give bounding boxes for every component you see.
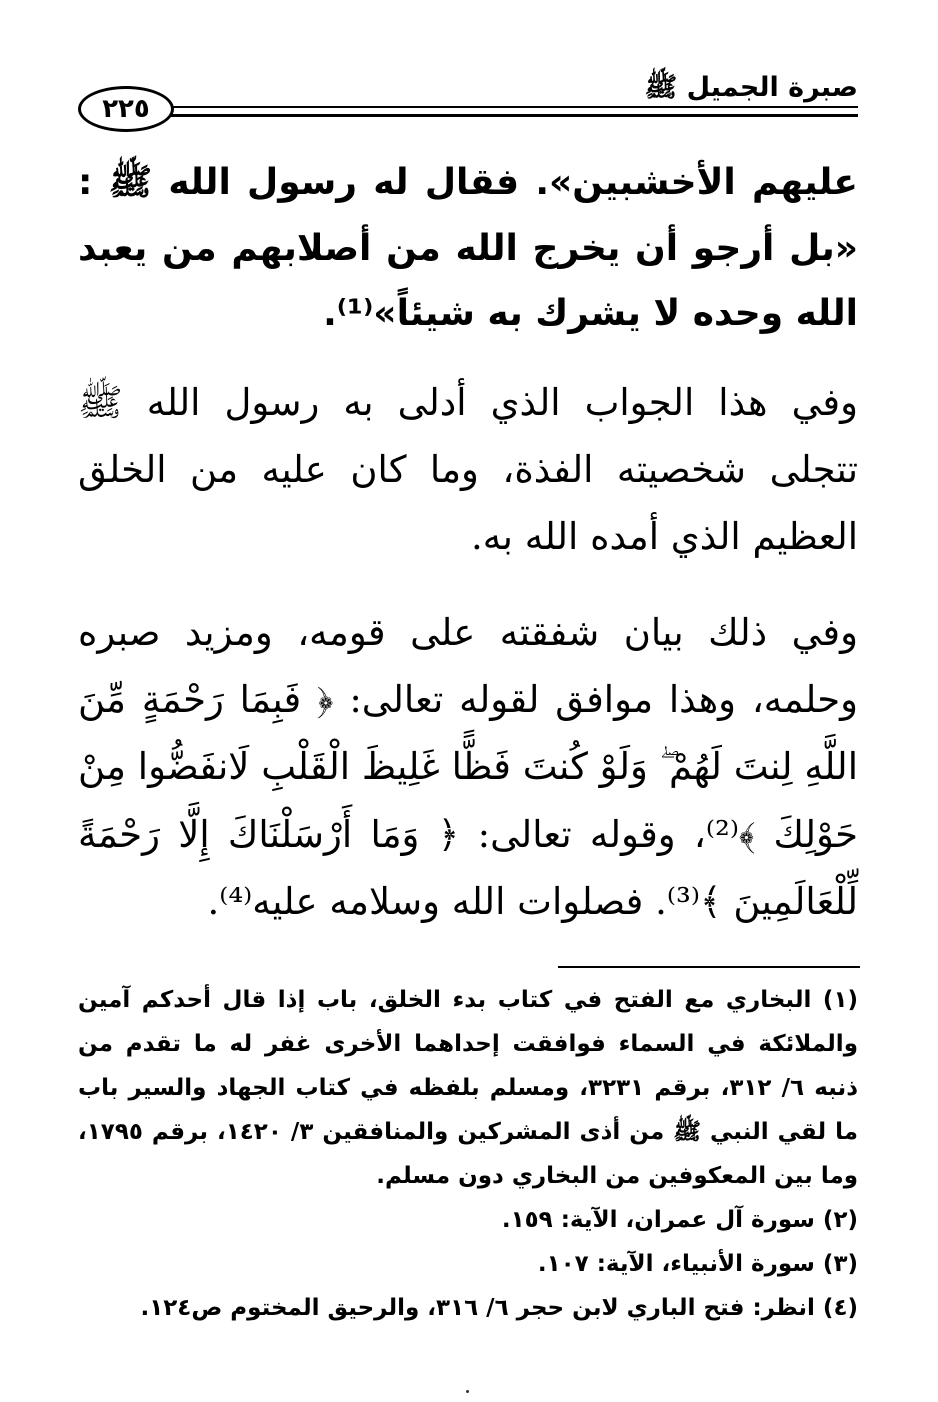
footnote-4: (٤) انظر: فتح الباري لابن حجر ٦/ ٣١٦، والرحيق المختوم ص١٢٤. <box>140 1295 858 1321</box>
footnote-1: (١) البخاري مع الفتح في كتاب بدء الخلق، باب إذا قال أحدكم آمين والملائكة في السماء فوافقت إحداهما الأخرى غفر له ما تقدم من ذنبه ٦/ ٣١٢، برقم ٣٢٣١، ومسلم بلفظه في كتاب الجهاد والسير باب ما لقي النبي ﷺ من أذى المشركين والمنافقين ٣/ ١٤٢٠، برقم ١٧٩٥، وما بين المعكوفين من البخاري دون مسلم. <box>78 987 859 1189</box>
paragraph-commentary: وفي هذا الجواب الذي أدلى به رسول الله ﷺ تتجلى شخصيته الفذة، وما كان عليه من الخلق العظيم الذي أمده الله به. <box>78 380 858 559</box>
header-rule-thick <box>168 114 858 117</box>
footnote-2: (٢) سورة آل عمران، الآية: ١٥٩. <box>501 1207 858 1233</box>
paragraph-quran-verses: وفي ذلك بيان شفقته على قومه، ومزيد صبره وحلمه، وهذا موافق لقوله تعالى: ﴿ فَبِمَا رَحْمَةٍ مِّنَ اللَّهِ لِنتَ لَهُمْ ۖ وَلَوْ كُنتَ فَظًّا غَلِيظَ الْقَلْبِ لَانفَضُّوا مِنْ حَوْلِكَ ﴾⁽²⁾، وقوله تعالى: ﴿ وَمَا أَرْسَلْنَاكَ إِلَّا رَحْمَةً لِّلْعَالَمِينَ ﴾⁽³⁾. فصلوات الله وسلامه عليه⁽⁴⁾. <box>78 610 858 923</box>
page-number-badge: ٢٢٥ <box>78 86 174 132</box>
footnotes <box>78 978 858 1330</box>
main-text <box>78 150 858 957</box>
footnote-3: (٣) سورة الأنبياء، الآية: ١٠٧. <box>537 1251 858 1277</box>
paragraph-hadith: عليهم الأخشبين». فقال له رسول الله ﷺ : «بل أرجو أن يخرج الله من أصلابهم من يعبد الله وحده لا يشرك به شيئاً»⁽¹⁾. <box>78 162 858 335</box>
page-header <box>78 66 858 136</box>
scan-speck <box>466 1390 469 1393</box>
footnote-separator <box>558 966 860 968</box>
running-title: صبرة الجميل ﷺ <box>644 72 858 103</box>
